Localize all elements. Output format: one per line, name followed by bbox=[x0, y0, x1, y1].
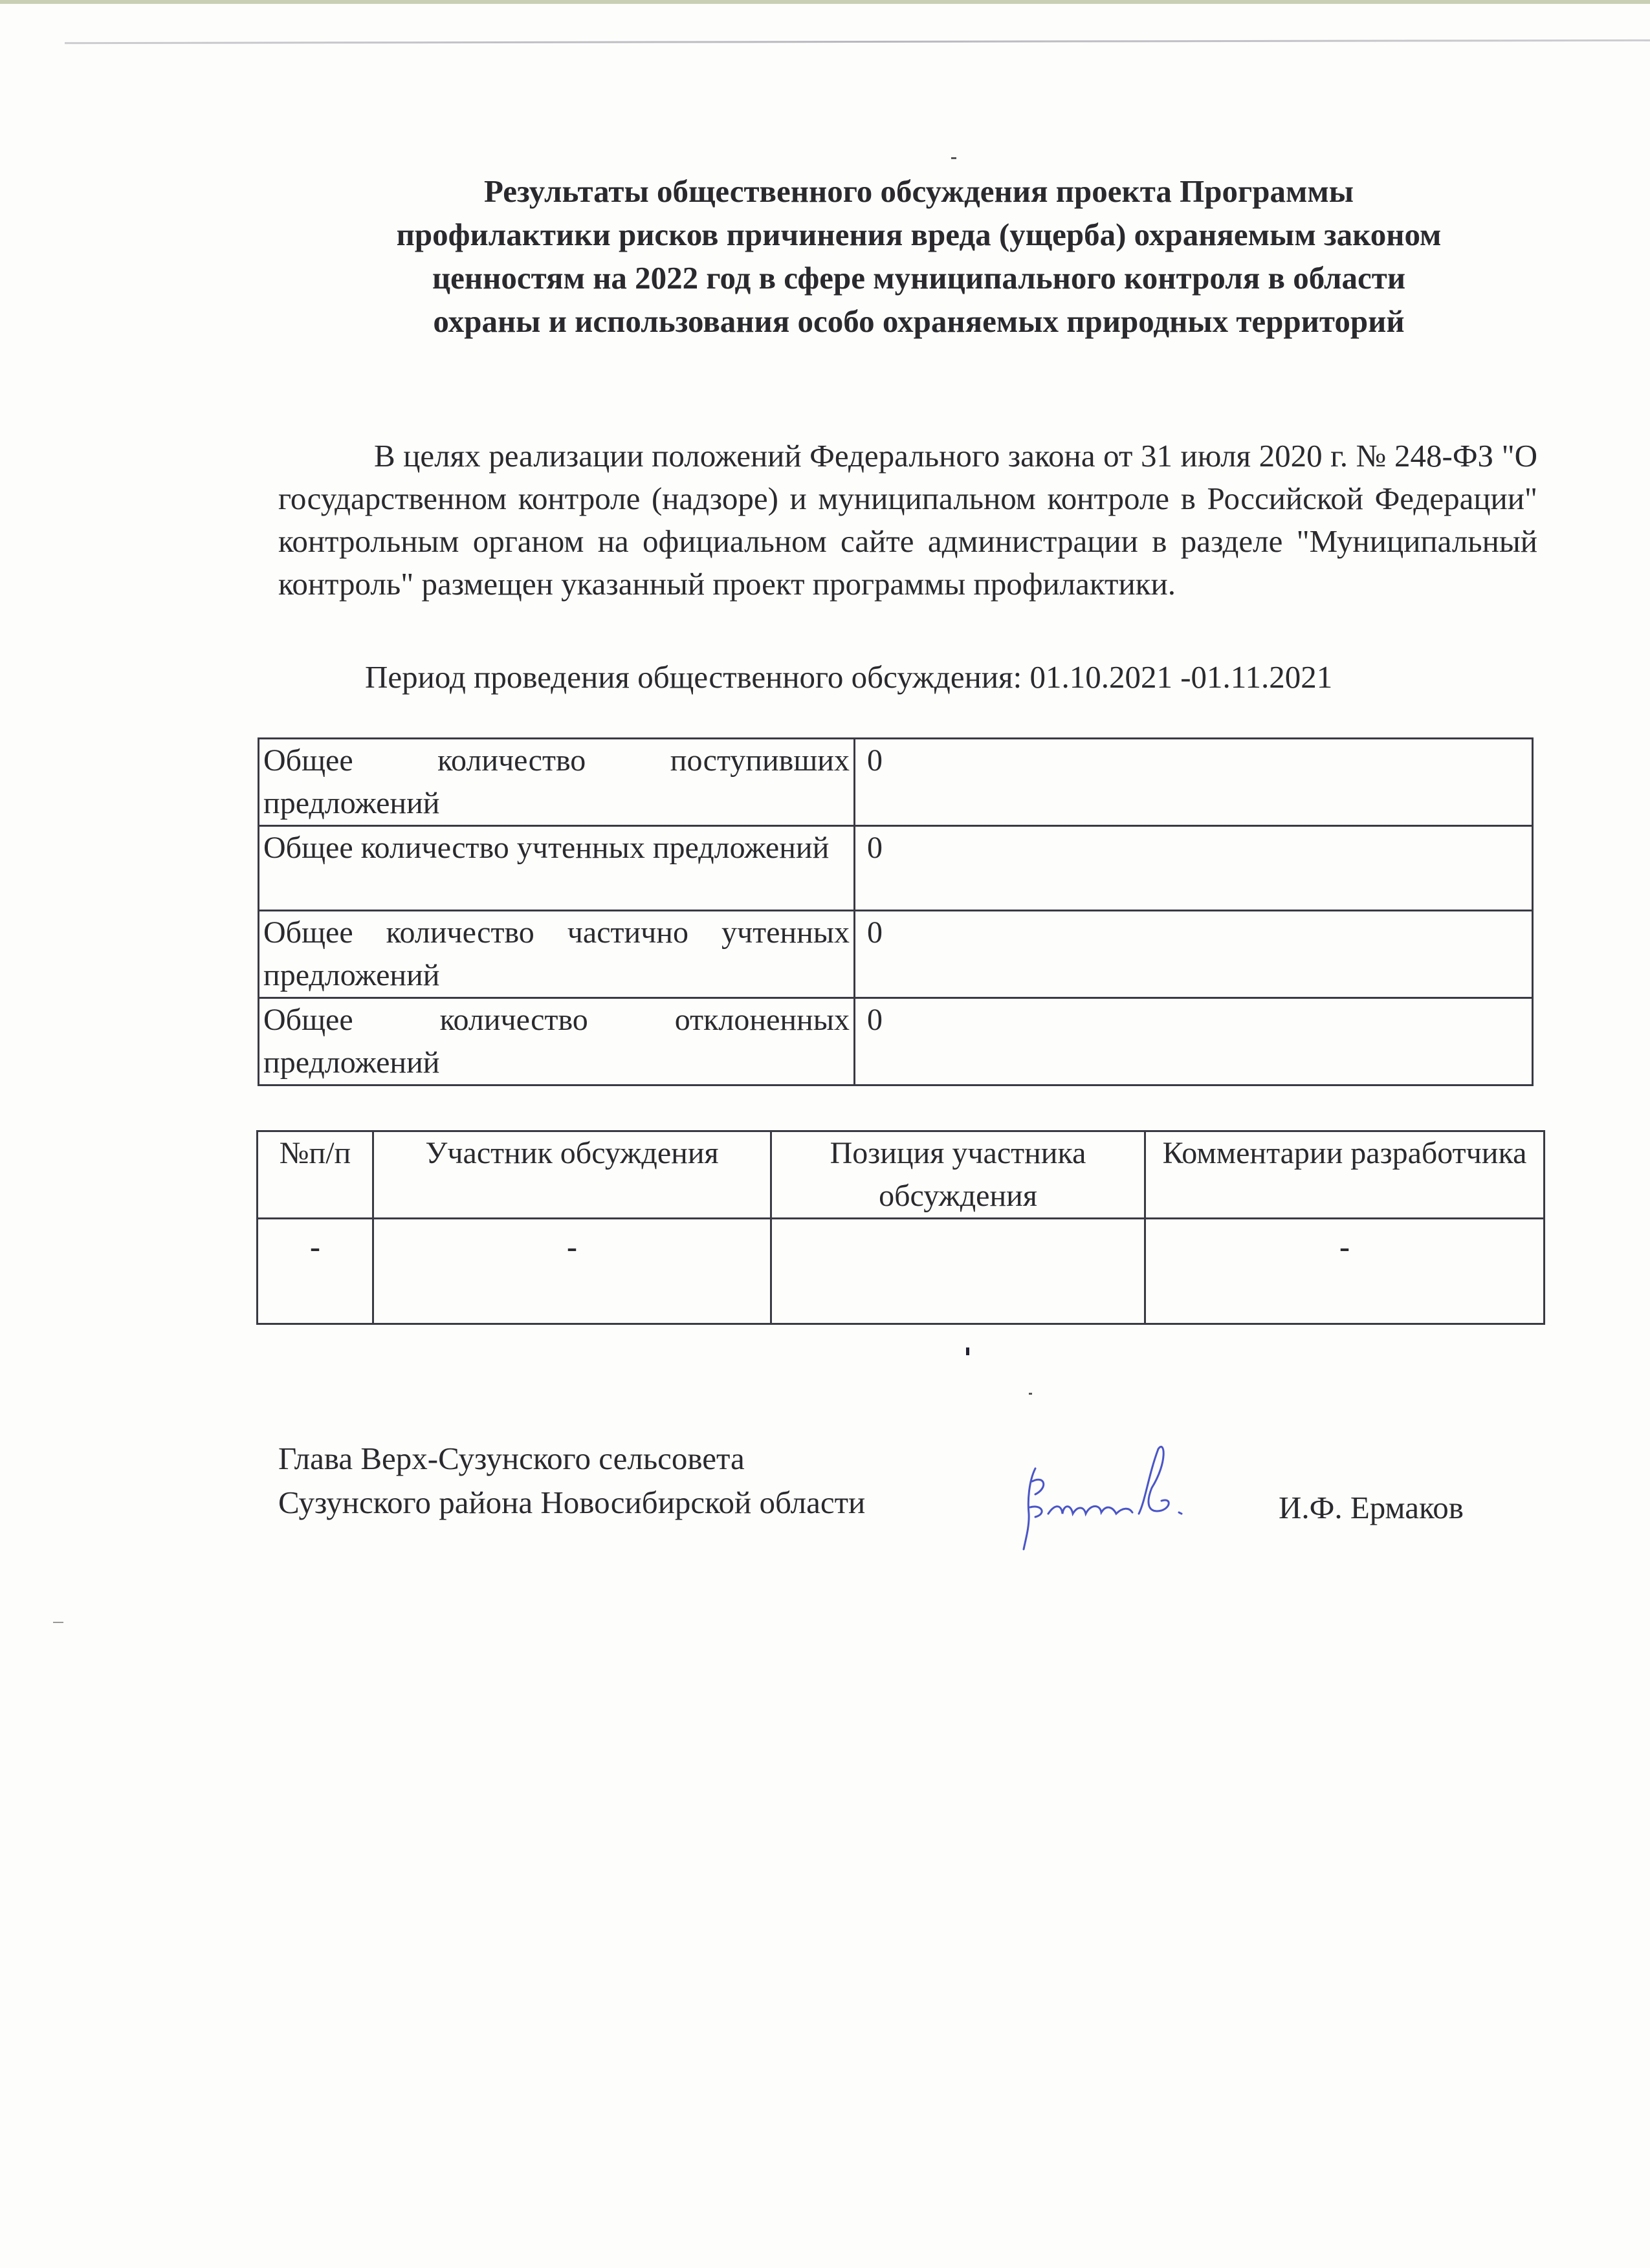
scan-speck bbox=[1029, 1393, 1032, 1395]
cell-position bbox=[771, 1219, 1145, 1324]
summary-value: 0 bbox=[855, 911, 1533, 998]
table-row bbox=[259, 826, 1533, 911]
signatory-position-line2: Сузунского района Новосибирской области bbox=[278, 1485, 866, 1520]
discussion-period: Период проведения общественного обсуждения: 01.10.2021 -01.11.2021 bbox=[365, 659, 1333, 695]
title-line: ценностям на 2022 год в сфере муниципального контроля в области bbox=[432, 260, 1406, 296]
intro-paragraph: В целях реализации положений Федерального закона от 31 июля 2020 г. № 248-ФЗ "О государственном контроле (надзоре) и муниципальном контроле в Российской Федерации" контрольным органом на официальном сайте администрации в разделе "Муниципальный контроль" размещен указанный проект программы профилактики. bbox=[278, 438, 1537, 602]
signatory-name: И.Ф. Ермаков bbox=[1279, 1490, 1464, 1525]
scan-speck bbox=[53, 1622, 63, 1623]
signature-stroke bbox=[1024, 1446, 1182, 1549]
header-participant: Участник обсуждения bbox=[373, 1131, 771, 1219]
scan-artifact-line bbox=[65, 39, 1650, 44]
summary-label: Общее количество частично учтенных предложений bbox=[259, 911, 855, 998]
summary-value: 0 bbox=[855, 739, 1533, 826]
table-row bbox=[259, 911, 1533, 998]
scan-edge bbox=[0, 0, 1650, 4]
summary-label: Общее количество поступивших предложений bbox=[259, 739, 855, 826]
title-line: охраны и использования особо охраняемых природных территорий bbox=[433, 303, 1405, 339]
summary-label: Общее количество отклоненных предложений bbox=[259, 998, 855, 1085]
table-row bbox=[259, 739, 1533, 826]
header-position: Позиция участника обсуждения bbox=[771, 1131, 1145, 1219]
summary-label: Общее количество учтенных предложений bbox=[259, 826, 855, 911]
participants-table bbox=[256, 1130, 1545, 1325]
summary-table bbox=[258, 737, 1534, 1086]
summary-value: 0 bbox=[855, 826, 1533, 911]
table-row bbox=[259, 998, 1533, 1085]
header-developer-comments: Комментарии разработчика bbox=[1145, 1131, 1545, 1219]
scan-speck bbox=[966, 1347, 969, 1355]
cell-developer-comments: - bbox=[1145, 1219, 1545, 1324]
header-number: №п/п bbox=[258, 1131, 373, 1219]
signatory-position-line1: Глава Верх-Сузунского сельсовета bbox=[278, 1441, 745, 1476]
scan-speck bbox=[951, 157, 956, 159]
summary-value: 0 bbox=[855, 998, 1533, 1085]
table-header-row bbox=[258, 1131, 1545, 1219]
cell-number: - bbox=[258, 1219, 373, 1324]
cell-participant: - bbox=[373, 1219, 771, 1324]
title-line: профилактики рисков причинения вреда (ущерба) охраняемым законом bbox=[396, 217, 1442, 252]
handwritten-signature bbox=[1009, 1443, 1229, 1553]
document-title bbox=[272, 169, 1566, 343]
title-line: Результаты общественного обсуждения проекта Программы bbox=[484, 173, 1354, 209]
intro-paragraph-block bbox=[278, 435, 1537, 605]
table-row bbox=[258, 1219, 1545, 1324]
